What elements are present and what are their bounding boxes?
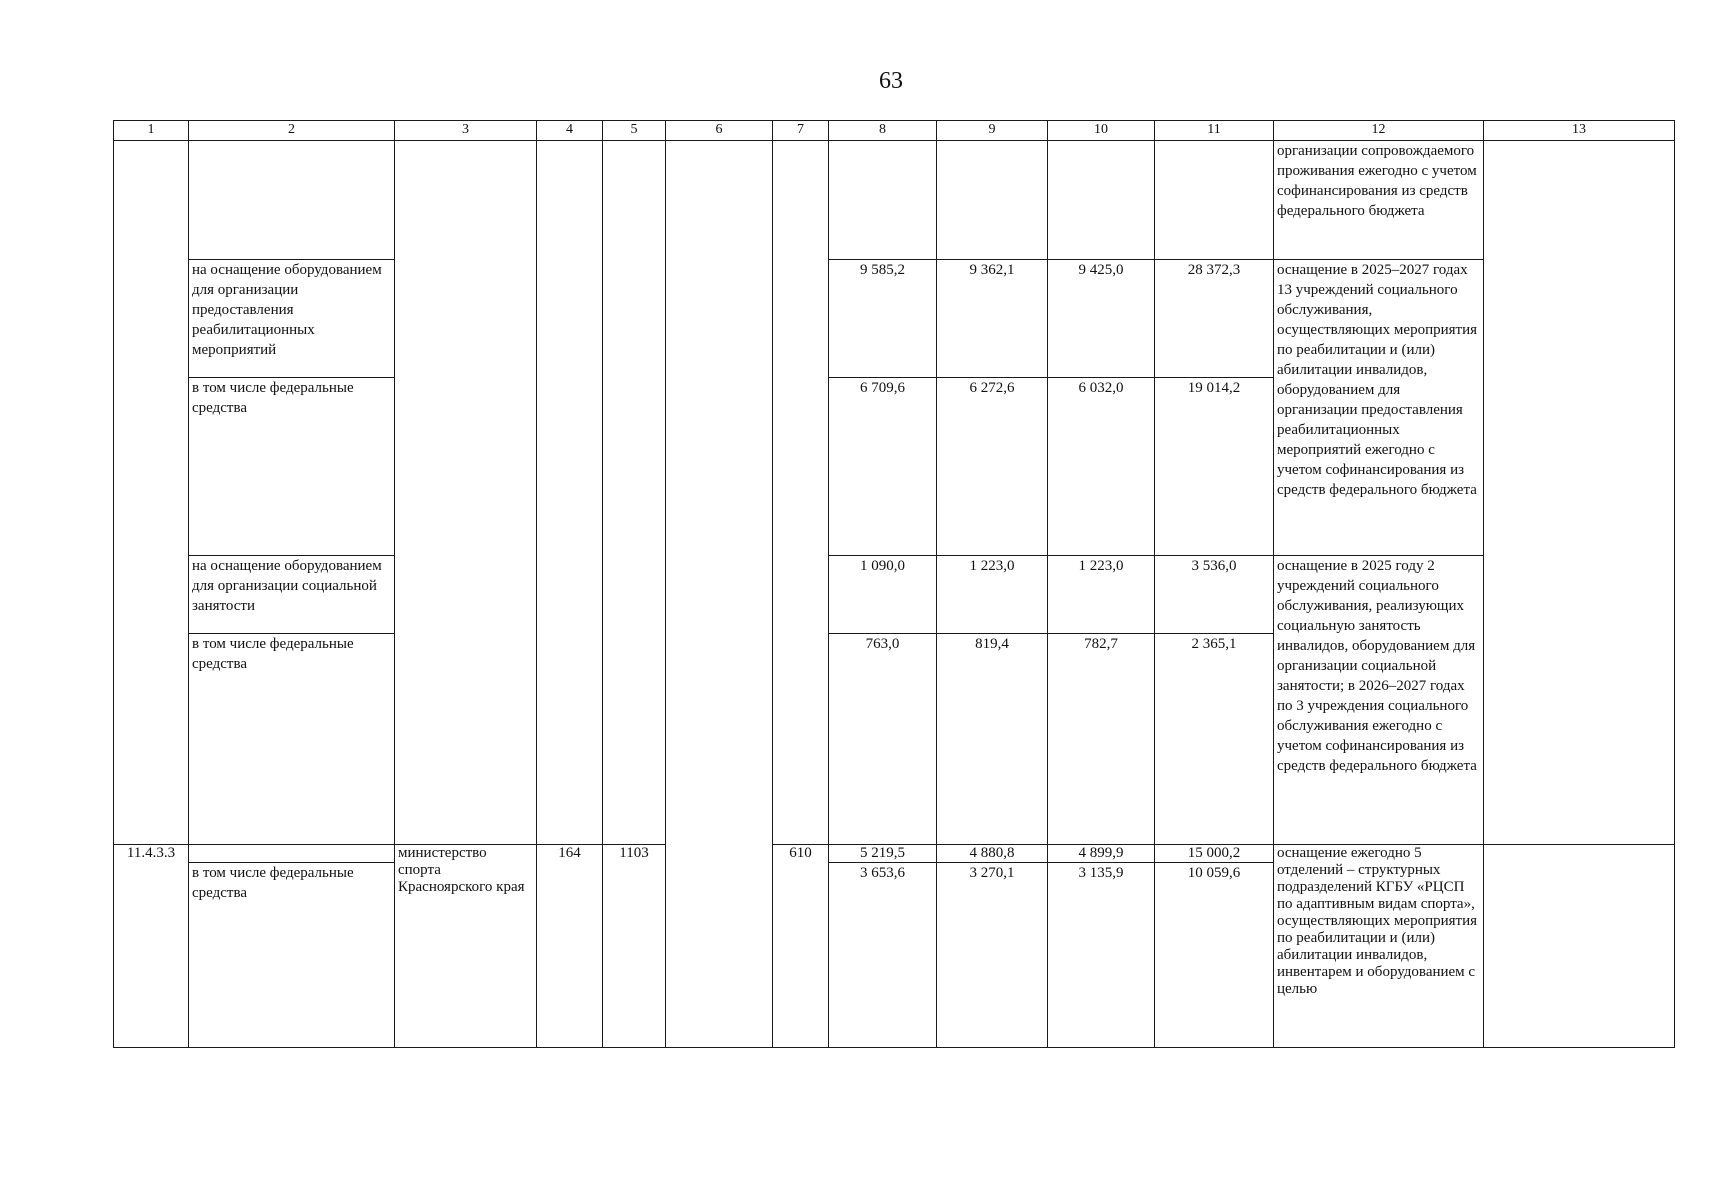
cell-2025: 5 219,5 — [829, 845, 937, 863]
cell-2027: 9 425,0 — [1048, 260, 1155, 378]
cell-col13-empty — [1484, 845, 1675, 1048]
cell-total: 10 059,6 — [1155, 863, 1274, 1048]
cell-2027: 1 223,0 — [1048, 556, 1155, 634]
budget-table — [113, 120, 1675, 1048]
header-col-1: 1 — [114, 121, 189, 141]
cell-2025: 3 653,6 — [829, 863, 937, 1048]
table-row — [114, 556, 1675, 634]
cell-2026: 9 362,1 — [937, 260, 1048, 378]
cell-description-empty — [189, 141, 395, 260]
cell-description: в том числе федеральные средства — [189, 863, 395, 1048]
cell-rzpr-empty — [603, 141, 666, 845]
cell-2027: 4 899,9 — [1048, 845, 1155, 863]
cell-2027-empty — [1048, 141, 1155, 260]
cell-grbs-empty — [537, 141, 603, 845]
cell-csr-empty — [666, 141, 773, 1048]
cell-executor-empty — [395, 141, 537, 845]
header-col-13: 13 — [1484, 121, 1675, 141]
cell-2026: 3 270,1 — [937, 863, 1048, 1048]
cell-description: в том числе федеральные средства — [189, 634, 395, 845]
cell-2026: 1 223,0 — [937, 556, 1048, 634]
cell-2027: 782,7 — [1048, 634, 1155, 845]
cell-vr-empty — [773, 141, 829, 845]
cell-description-empty — [189, 845, 395, 863]
header-col-12: 12 — [1274, 121, 1484, 141]
cell-total-empty — [1155, 141, 1274, 260]
cell-vr: 610 — [773, 845, 829, 1048]
cell-2025: 9 585,2 — [829, 260, 937, 378]
cell-2025: 763,0 — [829, 634, 937, 845]
cell-2027: 3 135,9 — [1048, 863, 1155, 1048]
cell-description: на оснащение оборудованием для организации предоставления реабилитационных мероприятий — [189, 260, 395, 378]
cell-description: в том числе федеральные средства — [189, 378, 395, 556]
header-col-9: 9 — [937, 121, 1048, 141]
cell-2025-empty — [829, 141, 937, 260]
header-col-6: 6 — [666, 121, 773, 141]
header-col-7: 7 — [773, 121, 829, 141]
cell-expected-result: оснащение ежегодно 5 отделений – структурных подразделений КГБУ «РЦСП по адаптивным видам спорта», осуществляющих мероприятия по реабилитации и (или) абилитации инвалидов, инвентарем и оборудованием с целью — [1274, 845, 1484, 1048]
cell-2027: 6 032,0 — [1048, 378, 1155, 556]
cell-2025: 6 709,6 — [829, 378, 937, 556]
table-row — [114, 260, 1675, 378]
cell-expected-result: организации сопровождаемого проживания ежегодно с учетом софинансирования из средств федерального бюджета — [1274, 141, 1484, 260]
cell-expected-result: оснащение в 2025 году 2 учреждений социального обслуживания, реализующих социальную занятость инвалидов, оборудованием для организации социальной занятости; в 2026–2027 годах по 3 учреждения социального обслуживания ежегодно с учетом софинансирования из средств федерального бюджета — [1274, 556, 1484, 845]
cell-col13-empty — [1484, 141, 1675, 845]
cell-2026-empty — [937, 141, 1048, 260]
cell-grbs: 164 — [537, 845, 603, 1048]
header-col-2: 2 — [189, 121, 395, 141]
cell-2026: 6 272,6 — [937, 378, 1048, 556]
cell-expected-result: оснащение в 2025–2027 годах 13 учреждений социального обслуживания, осуществляющих мероприятия по реабилитации и (или) абилитации инвалидов, оборудованием для организации предоставления реабилитационных мероприятий ежегодно с учетом софинансирования из средств федерального бюджета — [1274, 260, 1484, 556]
cell-item-number: 11.4.3.3 — [114, 845, 189, 1048]
cell-rzpr: 1103 — [603, 845, 666, 1048]
table-header-row — [114, 121, 1675, 141]
cell-total: 19 014,2 — [1155, 378, 1274, 556]
table-row — [114, 141, 1675, 260]
cell-total: 2 365,1 — [1155, 634, 1274, 845]
cell-item-number-empty — [114, 141, 189, 845]
header-col-10: 10 — [1048, 121, 1155, 141]
header-col-8: 8 — [829, 121, 937, 141]
cell-2025: 1 090,0 — [829, 556, 937, 634]
cell-description: на оснащение оборудованием для организации социальной занятости — [189, 556, 395, 634]
header-col-11: 11 — [1155, 121, 1274, 141]
cell-total: 3 536,0 — [1155, 556, 1274, 634]
cell-2026: 4 880,8 — [937, 845, 1048, 863]
cell-executor: министерство спорта Красноярского края — [395, 845, 537, 1048]
cell-total: 15 000,2 — [1155, 845, 1274, 863]
table-row — [114, 845, 1675, 863]
header-col-5: 5 — [603, 121, 666, 141]
cell-total: 28 372,3 — [1155, 260, 1274, 378]
header-col-4: 4 — [537, 121, 603, 141]
page-number: 63 — [879, 68, 903, 94]
header-col-3: 3 — [395, 121, 537, 141]
cell-2026: 819,4 — [937, 634, 1048, 845]
